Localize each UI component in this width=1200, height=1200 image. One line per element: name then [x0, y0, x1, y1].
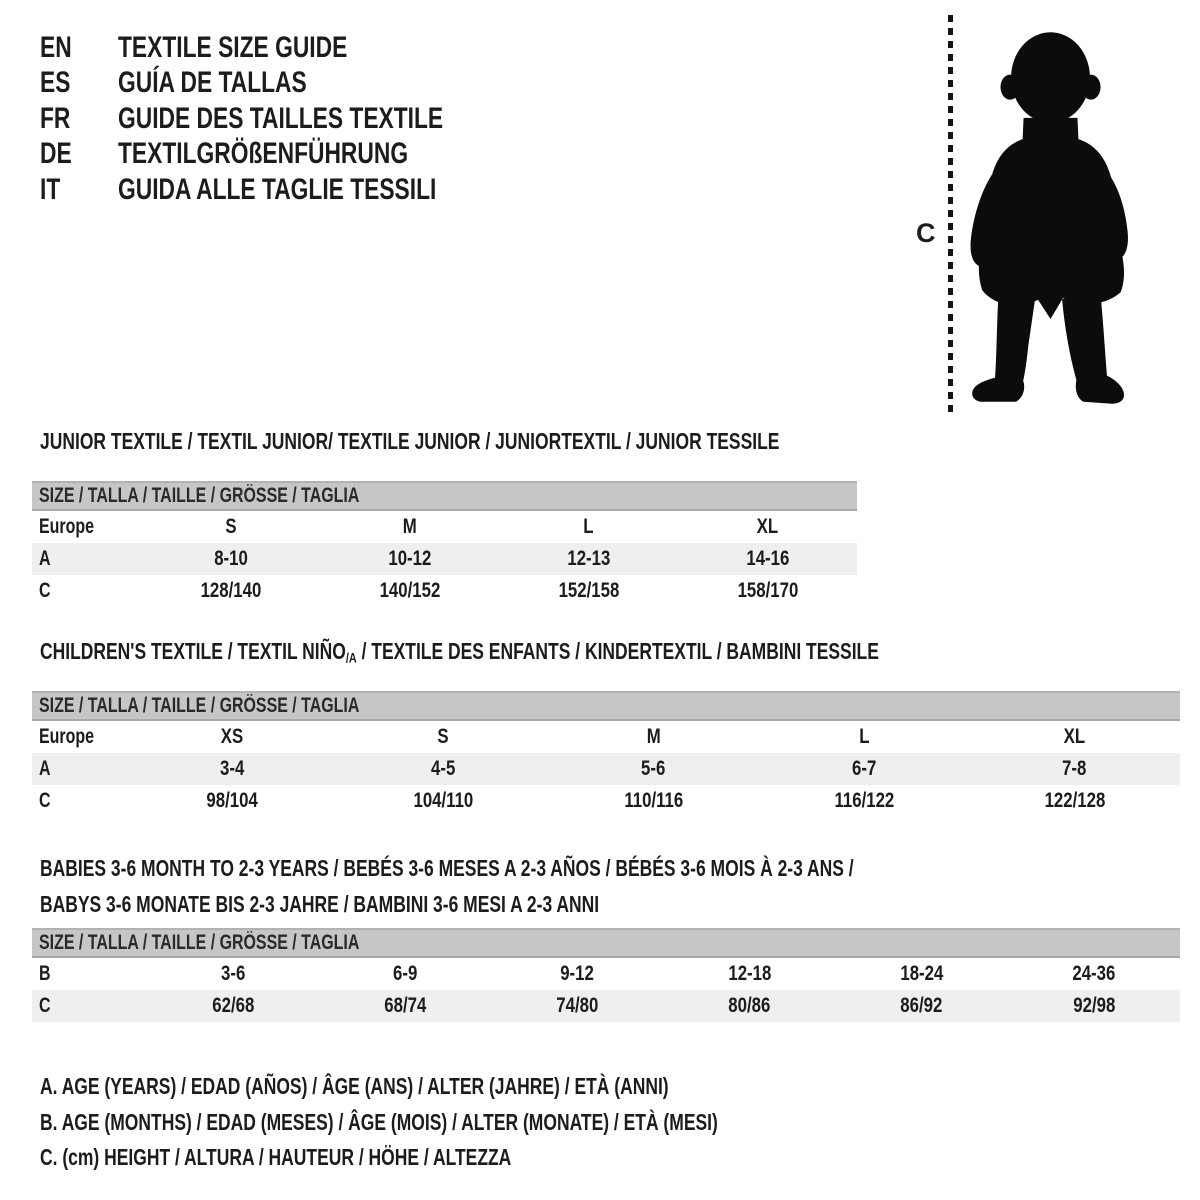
- table-row: B 3-6 6-9 9-12 12-18 18-24 24-36: [39, 962, 1116, 985]
- row-label: B: [39, 962, 51, 985]
- table-row: Europe XS S M L XL: [39, 725, 1086, 748]
- table-row: Europe S M L XL: [39, 515, 779, 538]
- legend-line-b: B. AGE (MONTHS) / EDAD (MESES) / ÂGE (MOIS) / ALTER (MONATE) / ETÀ (MESI): [40, 1108, 718, 1135]
- language-code: DE: [40, 137, 72, 171]
- row-label: C: [39, 579, 51, 602]
- row-label: A: [39, 757, 51, 780]
- measure-legend: [40, 1069, 932, 1176]
- row-label: A: [39, 547, 51, 570]
- language-code: FR: [40, 101, 71, 135]
- babies-section-title: BABIES 3-6 MONTH TO 2-3 YEARS / BEBÉS 3-6 MESES A 2-3 AÑOS / BÉBÉS 3-6 MOIS À 2-3 ANS / BABYS 3-6 MONATE BIS 2-3 JAHRE / BAMBINI 3-6 MESI A 2-3 ANNI: [40, 854, 854, 917]
- language-row-es: [40, 66, 546, 102]
- junior-section-title: JUNIOR TEXTILE / TEXTIL JUNIOR/ TEXTILE JUNIOR / JUNIORTEXTIL / JUNIOR TESSILE: [40, 428, 780, 454]
- row-label: Europe: [39, 515, 94, 538]
- height-measure-label: C: [916, 218, 936, 248]
- row-label: C: [39, 789, 51, 812]
- language-row-it: [40, 172, 546, 208]
- toddler-silhouette-icon: [962, 17, 1140, 419]
- babies-size-header-bar: SIZE / TALLA / TAILLE / GRÖSSE / TAGLIA: [32, 928, 1180, 958]
- row-label: C: [39, 994, 51, 1017]
- babies-size-table: [32, 928, 1180, 1022]
- height-dashed-line: [948, 15, 953, 418]
- language-row-en: [40, 30, 546, 66]
- table-row: C 62/68 68/74 74/80 80/86 86/92 92/98: [32, 990, 1180, 1022]
- nino-a-subscript: /A: [345, 650, 357, 667]
- language-row-de: [40, 137, 546, 173]
- language-code: ES: [40, 66, 71, 100]
- legend-line-c: C. (cm) HEIGHT / ALTURA / HAUTEUR / HÖHE / ALTEZZA: [40, 1144, 512, 1171]
- table-row: A 3-4 4-5 5-6 6-7 7-8: [32, 753, 1180, 785]
- language-code: EN: [40, 30, 72, 64]
- table-row: C 128/140 140/152 152/158 158/170: [39, 579, 798, 602]
- children-section-title: CHILDREN'S TEXTILE / TEXTIL NIÑO/A / TEXTILE DES ENFANTS / KINDERTEXTIL / BAMBINI TESSILE: [40, 638, 879, 667]
- children-size-header-bar: SIZE / TALLA / TAILLE / GRÖSSE / TAGLIA: [32, 691, 1180, 721]
- language-title: GUIDA ALLE TAGLIE TESSILI: [118, 172, 437, 206]
- language-row-fr: [40, 101, 546, 137]
- row-label: Europe: [39, 725, 94, 748]
- junior-size-header-bar: SIZE / TALLA / TAILLE / GRÖSSE / TAGLIA: [32, 481, 857, 511]
- table-row: A 8-10 10-12 12-13 14-16: [32, 543, 857, 575]
- junior-size-table: [32, 481, 857, 607]
- language-list: [40, 30, 546, 208]
- legend-line-a: A. AGE (YEARS) / EDAD (AÑOS) / ÂGE (ANS) / ALTER (JAHRE) / ETÀ (ANNI): [40, 1073, 669, 1100]
- children-size-table: [32, 691, 1180, 817]
- language-title: TEXTILGRÖßENFÜHRUNG: [118, 137, 409, 171]
- language-title: GUIDE DES TAILLES TEXTILE: [118, 101, 444, 135]
- table-row: C 98/104 104/110 110/116 116/122 122/128: [39, 789, 1106, 812]
- language-title: TEXTILE SIZE GUIDE: [118, 30, 348, 64]
- language-title: GUÍA DE TALLAS: [118, 66, 307, 100]
- language-code: IT: [40, 172, 61, 206]
